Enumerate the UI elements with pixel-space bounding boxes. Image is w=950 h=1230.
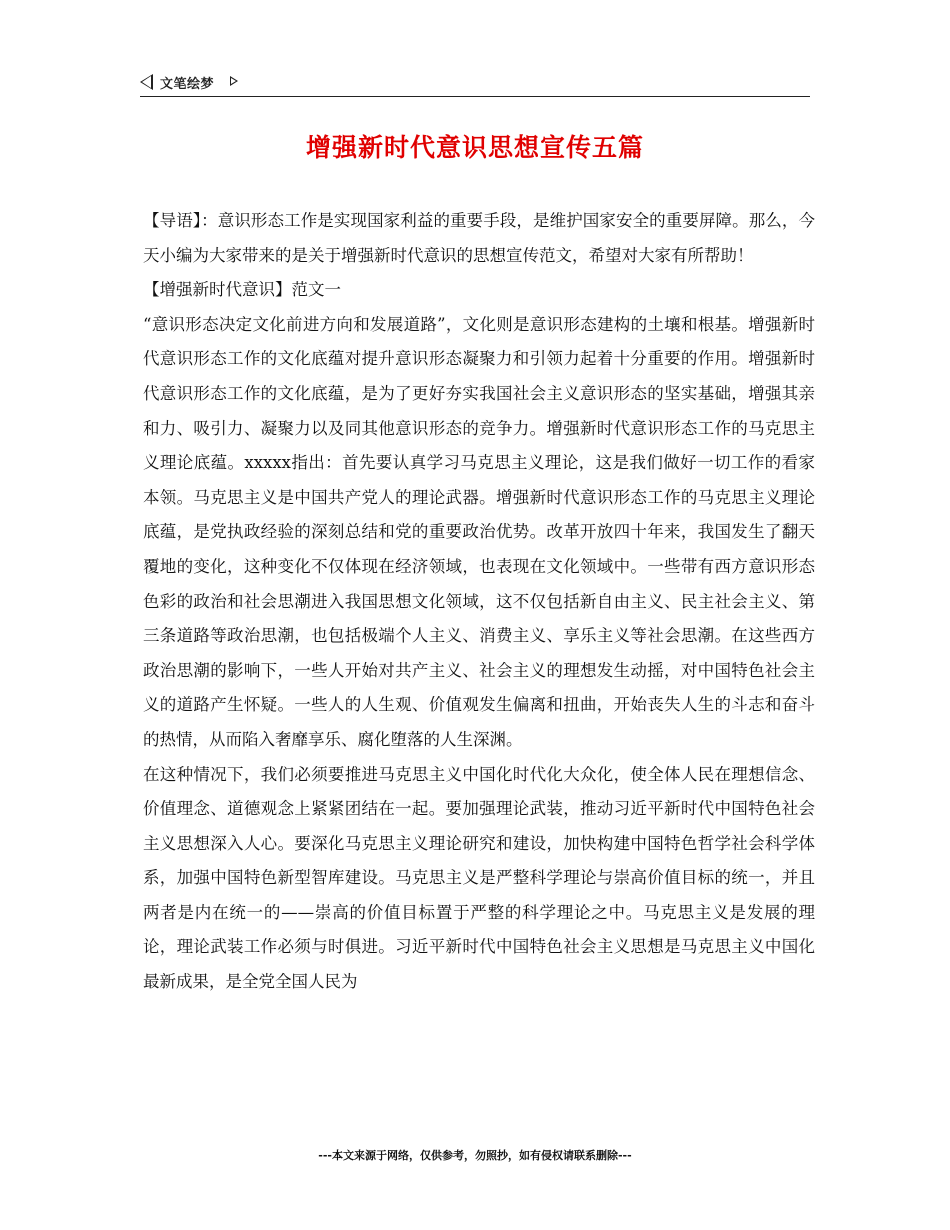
section-heading: 【增强新时代意识】范文一: [143, 280, 341, 300]
body-paragraph: 在这种情况下，我们必须要推进马克思主义中国化时代化大众化，使全体人民在理想信念、价值理念、道德观念上紧紧团结在一起。要加强理论武装，推动习近平新时代中国特色社会主义思想深入人心。要深化马克思主义理论研究和建设，加快构建中国特色哲学社会科学体系，加强中国特色新型智库建设。马克思主义是严整科学理论与崇高价值目标的统一，并且两者是内在统一的——崇高的价值目标置于严整的科学理论之中。马克思主义是发展的理论，理论武装工作必须与时俱进。习近平新时代中国特色社会主义思想是马克思主义中国化最新成果，是全党全国人民为: [143, 764, 815, 992]
document-body: [143, 204, 815, 1000]
header-brand: 文笔绘梦: [160, 77, 215, 92]
triangle-right-icon: [230, 76, 238, 86]
body-paragraph: “意识形态决定文化前进方向和发展道路”，文化则是意识形态建构的土壤和根基。增强新时代意识形态工作的文化底蕴对提升意识形态凝聚力和引领力起着十分重要的作用。增强新时代意识形态工作的文化底蕴，是为了更好夯实我国社会主义意识形态的坚实基础，增强其亲和力、吸引力、凝聚力以及同其他意识形态的竞争力。增强新时代意识形态工作的马克思主义理论底蕴。xxxxx指出：首先要认真学习马克思主义理论，这是我们做好一切工作的看家本领。马克思主义是中国共产党人的理论武器。增强新时代意识形态工作的马克思主义理论底蕴，是党执政经验的深刻总结和党的重要政治优势。改革开放四十年来，我国发生了翻天覆地的变化，这种变化不仅体现在经济领域，也表现在文化领域中。一些带有西方意识形态色彩的政治和社会思潮进入我国思想文化领域，这不仅包括新自由主义、民主社会主义、第三条道路等政治思潮，也包括极端个人主义、消费主义、享乐主义等社会思潮。在这些西方政治思潮的影响下，一些人开始对共产主义、社会主义的理想发生动摇，对中国特色社会主义的道路产生怀疑。一些人的人生观、价值观发生偏离和扭曲，开始丧失人生的斗志和奋斗的热情，从而陷入奢靡享乐、腐化堕落的人生深渊。: [143, 314, 815, 749]
intro-paragraph: 【导语】：意识形态工作是实现国家利益的重要手段，是维护国家安全的重要屏障。那么，今天小编为大家带来的是关于增强新时代意识的思想宣传范文，希望对大家有所帮助！: [143, 211, 815, 265]
page-header: [140, 72, 810, 97]
triangle-left-icon: [140, 74, 153, 90]
document-title: 增强新时代意识思想宣传五篇: [305, 133, 644, 162]
footer-notice: ---本文来源于网络，仅供参考，勿照抄，如有侵权请联系删除---: [318, 1149, 632, 1162]
